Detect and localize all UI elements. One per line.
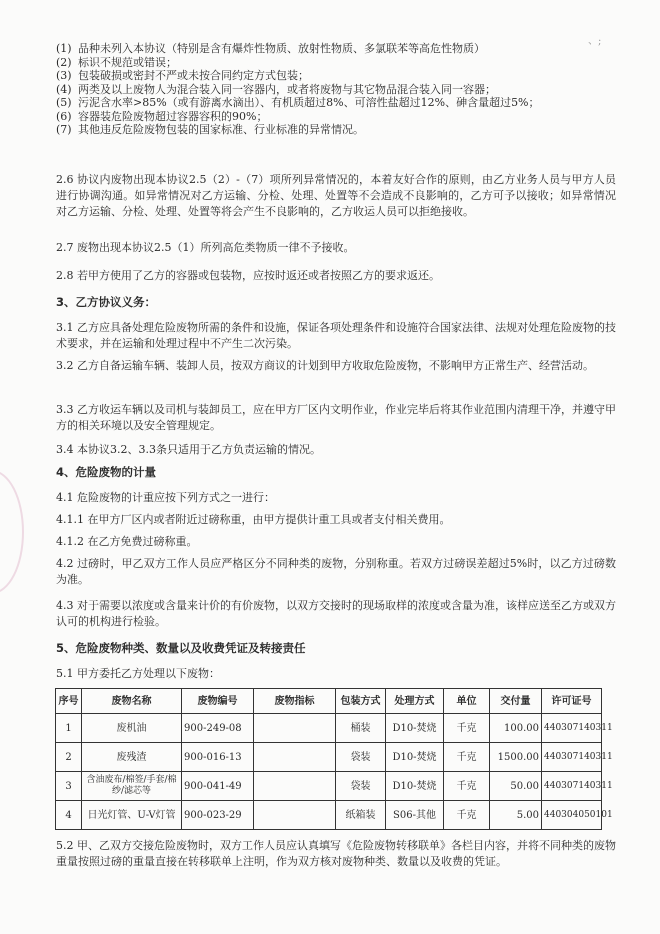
list-item: (7) 其他违反危险废物包装的国家标准、行业标准的异常情况。 [56,123,364,136]
list-2-5 [56,42,616,137]
cell-indicator [254,772,336,801]
cell-waste-code: 900-041-49 [182,772,254,801]
corner-mark: 、; [588,36,602,47]
clause-4-1: 4.1 危险废物的计重应按下列方式之一进行： [56,491,275,504]
cell-quantity: 1500.00 [490,743,542,772]
cell-unit: 千克 [444,743,490,772]
col-header: 单位 [444,689,490,714]
col-header: 处理方式 [386,689,444,714]
cell-packaging: 纸箱装 [336,801,386,830]
cell-indicator [254,714,336,743]
cell-treatment: D10-焚烧 [386,772,444,801]
cell-permit: 440307140311 [542,743,602,772]
clause-4-1-2: 4.1.2 在乙方免费过磅称重。 [56,535,198,548]
clause-5-2: 5.2 甲、乙双方交接危险废物时，双方工作人员应认真填写《危险废物转移联单》各栏目内容，并将不同种类的废物重量按照过磅的重量直接在转移联单上注明，作为双方核对废物种类、数量以及收费的凭证。 [56,839,616,868]
clause-5-1: 5.1 甲方委托乙方处理以下废物： [56,667,220,680]
cell-permit: 440307140311 [542,772,602,801]
col-header: 废物名称 [82,689,182,714]
list-item: (2) 标识不规范或错误； [56,55,177,69]
clause-2-8: 2.8 若甲方使用了乙方的容器或包装物，应按时返还或者按照乙方的要求返还。 [56,269,440,282]
list-item: (6) 容器装危险废物超过容器容积的90%； [56,109,268,123]
waste-table [55,688,613,830]
stamp-mark [0,470,24,594]
cell-waste-code: 900-249-08 [182,714,254,743]
list-item: (4) 两类及以上废物人为混合装入同一容器内，或者将废物与其它物品混合装入同一容器； [56,82,496,96]
clause-3-2: 3.2 乙方自备运输车辆、装卸人员，按双方商议的计划到甲方收取危险废物，不影响甲方正常生产、经营活动。 [56,359,594,372]
cell-waste-name: 废残渣 [82,743,182,772]
table-row [56,743,602,772]
clause-4-1-1: 4.1.1 在甲方厂区内或者附近过磅称重，由甲方提供计重工具或者支付相关费用。 [56,513,451,526]
cell-waste-name: 日光灯管、U-V灯管 [82,801,182,830]
cell-index: 1 [56,714,82,743]
cell-indicator [254,801,336,830]
cell-treatment: S06-其他 [386,801,444,830]
cell-unit: 千克 [444,772,490,801]
table-row [56,801,602,830]
clause-3-1: 3.1 乙方应具备处理危险废物所需的条件和设施，保证各项处理条件和设施符合国家法律、法规对处理危险废物的技术要求，并在运输和处理过程中不产生二次污染。 [56,321,616,350]
cell-waste-name: 含油废布/棉签/手套/棉纱/滤芯等 [82,772,182,801]
cell-treatment: D10-焚烧 [386,714,444,743]
clause-2-6: 2.6 协议内废物出现本协议2.5（2）-（7）项所列异常情况的，本着友好合作的原则，由乙方业务人员与甲方人员进行协调沟通。如异常情况对乙方运输、分检、处理、处置等不会造成不良影响的，乙方可予以接收；如异常情况对乙方运输、分检、处理、处置等将会产生不良影响的，乙方收运人员可以拒绝接收。 [56,173,616,218]
col-header: 废物编号 [182,689,254,714]
cell-packaging: 桶装 [336,714,386,743]
cell-waste-code: 900-023-29 [182,801,254,830]
table-row [56,772,602,801]
col-header: 交付量 [490,689,542,714]
cell-unit: 千克 [444,801,490,830]
cell-waste-code: 900-016-13 [182,743,254,772]
col-header: 序号 [56,689,82,714]
cell-permit: 440304050101 [542,801,602,830]
clause-3-3: 3.3 乙方收运车辆以及司机与装卸员工，应在甲方厂区内文明作业，作业完毕后将其作业范围内清理干净，并遵守甲方的相关环境以及安全管理规定。 [56,403,616,432]
section-heading-4: 4、危险废物的计量 [56,465,157,479]
cell-unit: 千克 [444,714,490,743]
list-item: (3) 包装破损或密封不严或未按合同约定方式包装； [56,69,309,82]
cell-indicator [254,743,336,772]
clause-4-2: 4.2 过磅时，甲乙双方工作人员应严格区分不同种类的废物，分别称重。若双方过磅误差超过5%时，以乙方过磅数为准。 [56,557,616,586]
clause-2-7: 2.7 废物出现本协议2.5（1）所列高危类物质一律不予接收。 [56,241,355,254]
cell-index: 2 [56,743,82,772]
cell-permit: 440307140311 [542,714,602,743]
cell-treatment: D10-焚烧 [386,743,444,772]
clause-3-4: 3.4 本协议3.2、3.3条只适用于乙方负责运输的情况。 [56,443,321,456]
list-item: (5) 污泥含水率>85%（或有游离水滴出）、有机质超过8%、可溶性盐超过12%、砷含量超过5%； [56,96,540,109]
clause-4-3: 4.3 对于需要以浓度或含量来计价的有价废物，以双方交接时的现场取样的浓度或含量为准，该样应送至乙方或双方认可的机构进行检验。 [56,599,616,628]
cell-packaging: 袋装 [336,772,386,801]
section-heading-3: 3、乙方协议义务： [56,295,157,309]
table-row [56,714,602,743]
table-header-row [56,689,602,714]
cell-quantity: 100.00 [490,714,542,743]
cell-packaging: 袋装 [336,743,386,772]
cell-index: 4 [56,801,82,830]
col-header: 包装方式 [336,689,386,714]
section-heading-5: 5、危险废物种类、数量以及收费凭证及转接责任 [56,641,306,655]
cell-quantity: 50.00 [490,772,542,801]
cell-quantity: 5.00 [490,801,542,830]
col-header: 废物指标 [254,689,336,714]
list-item: (1) 品种未列入本协议（特别是含有爆炸性物质、放射性物质、多氯联苯等高危性物质） [56,42,485,55]
col-header: 许可证号 [542,689,602,714]
cell-index: 3 [56,772,82,801]
cell-waste-name: 废机油 [82,714,182,743]
